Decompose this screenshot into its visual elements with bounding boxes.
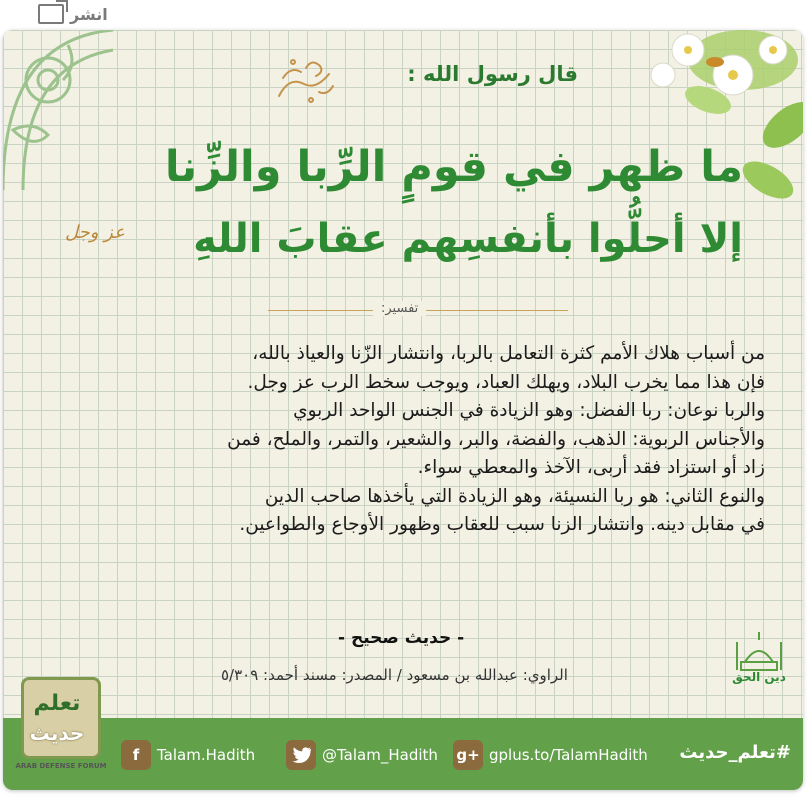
twitter-link[interactable] — [286, 740, 438, 770]
watermark-text: ARAB DEFENSE FORUM — [15, 762, 107, 770]
share-label: انشر — [70, 4, 108, 24]
share-icon — [38, 4, 64, 24]
facebook-link[interactable] — [121, 740, 255, 770]
google-plus-link[interactable] — [453, 740, 648, 770]
talam-hadith-logo — [17, 667, 105, 763]
tafsir-divider — [268, 300, 568, 320]
hadith-line-2: إلا أحلُّوا بأنفسِهم عقابَ اللهِ — [193, 216, 743, 262]
explanation-line: والأجناس الربوية: الذهب، والفضة، والبر، والشعير، والتمر، والملح، فمن — [227, 428, 765, 450]
hadith-grade: - حديث صحيح - — [338, 628, 465, 648]
explanation-line: زاد أو استزاد فقد أربى، الآخذ والمعطي سواء. — [417, 457, 765, 478]
logo-frame — [21, 677, 101, 759]
explanation-line: والنوع الثاني: هو ربا النسيئة، وهو الزيادة التي يأخذها صاحب الدين — [264, 485, 765, 507]
explanation-line: فإن هذا مما يخرب البلاد، ويهلك العباد، ويوجب سخط الرب عز وجل. — [247, 371, 765, 393]
google-plus-url: gplus.to/TalamHadith — [489, 746, 648, 764]
pbuh-calligraphy — [271, 48, 341, 110]
logo-word-top: تعلم — [33, 691, 81, 716]
flower-decoration-icon — [503, 30, 803, 230]
explanation-line: في مقابل دينه. وانتشار الزنا سبب للعقاب وظهور الأوجاع والطواعين. — [239, 514, 765, 535]
tafsir-label: تفسير: — [373, 301, 426, 316]
logo-word-bottom: حديث — [29, 721, 85, 745]
deen-alhaq-badge: دين الحق — [732, 670, 786, 684]
hadith-line-1: ما ظهر في قومٍ الرِّبا والزِّنا — [164, 142, 743, 192]
explanation-line: من أسباب هلاك الأمم كثرة التعامل بالربا، وانتشار الزّنا والعياذ بالله، — [252, 343, 765, 364]
share-link[interactable] — [38, 4, 108, 24]
footer-bar — [3, 718, 803, 790]
google-plus-icon: g+ — [453, 740, 483, 770]
explanation-text — [37, 340, 765, 540]
hadith-card — [3, 30, 803, 790]
explanation-line: والربا نوعان: ربا الفضل: وهو الزيادة في الجنس الواحد الربوي — [293, 400, 765, 421]
prophet-said-heading: قال رسول الله : — [407, 62, 578, 86]
twitter-handle: @Talam_Hadith — [322, 746, 438, 764]
facebook-handle: Talam.Hadith — [157, 746, 256, 764]
twitter-icon — [286, 740, 316, 770]
hadith-source: الراوي: عبدالله بن مسعود / المصدر: مسند أحمد: ٥/٣٠٩ — [221, 666, 568, 684]
azza-wajal-honorific: عز وجل — [65, 222, 125, 243]
forum-watermark — [6, 762, 116, 770]
facebook-icon: f — [121, 740, 151, 770]
floral-corner-ornament — [3, 30, 123, 200]
hashtag: #تعلم_حديث — [679, 742, 791, 763]
